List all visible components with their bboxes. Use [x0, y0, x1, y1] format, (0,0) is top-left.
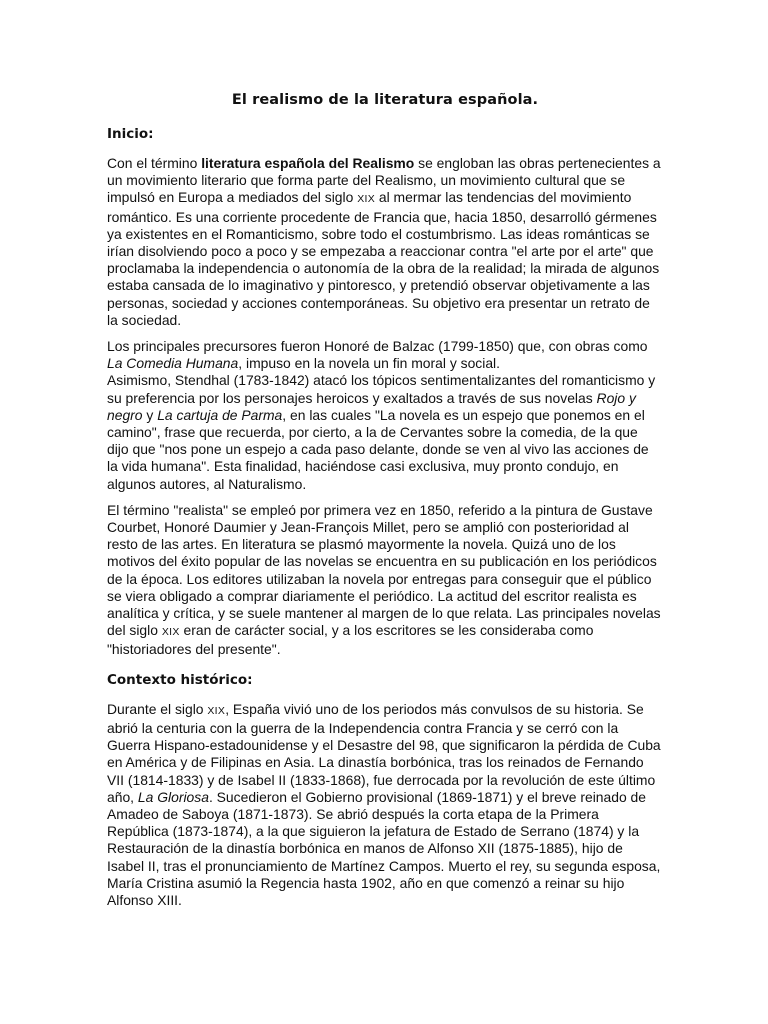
- text-run: se engloban las obras pertenecientes a un movimiento literario que forma parte del Realismo, un movimiento cultural que se impulsó en Europa a mediados del siglo: [107, 155, 661, 206]
- document-title: El realismo de la literatura española.: [231, 92, 539, 108]
- work-title: Rojo y negro: [107, 389, 636, 423]
- work-title: La cartuja de Parma: [157, 406, 283, 423]
- century-numeral: XIX: [357, 193, 376, 206]
- paragraph: [107, 155, 663, 329]
- century-numeral: XIX: [207, 704, 226, 717]
- text-run: Durante el siglo: [107, 700, 208, 717]
- text-run: al mermar las tendencias del movimiento romántico. Es una corriente procedente de Francia que, hacia 1850, desarrolló gérmenes ya existentes en el Romanticismo, sobre todo el costumbrismo. Las ideas románticas se irían disolviendo poco a poco y se empezaba a reaccionar contra "el arte por el arte" que proclamaba la independencia o autonomía de la obra de la realidad; la mirada de algunos estaba cansada de lo imaginativo y pintoresco, y pretendió observar objetivamente a las personas, sociedad y acciones contemporáneas. Su objetivo era presentar un retrato de la sociedad.: [107, 189, 660, 328]
- paragraph: [107, 338, 663, 493]
- text-run: . Sucedieron el Gobierno provisional (1869-1871) y el breve reinado de Amadeo de Saboya (1871-1873). Se abrió después la corta etapa de la Primera República (1873-1874), a la que siguieron la jefatura de Estado de Serrano (1874) y la Restauración de la dinastía borbónica en manos de Alfonso XII (1875-1885), hijo de Isabel II, tras el pronunciamiento de Martínez Campos. Muerto el rey, su segunda esposa, María Cristina asumió la Regencia hasta 1902, año en que comenzó a reinar su hijo Alfonso XIII.: [107, 788, 661, 908]
- section-inicio: [107, 126, 663, 659]
- text-run: Los principales precursores fueron Honoré de Balzac (1799-1850) que, con obras como: [107, 338, 648, 355]
- text-run: , en las cuales "La novela es un espejo que ponemos en el camino", frase que recuerda, por cierto, a la de Cervantes sobre la comedia, de la que dijo que "nos pone un espejo a cada paso delante, donde se ven al vivo las acciones de la vida humana". Esta finalidad, haciéndose casi exclusiva, muy pronto condujo, en algunos autores, al Naturalismo.: [107, 406, 649, 492]
- work-title: La Gloriosa: [137, 788, 209, 805]
- bold-term: literatura española del Realismo: [201, 155, 415, 171]
- document-page: [107, 92, 663, 918]
- text-run: , impuso en la novela un fin moral y social.: [238, 355, 501, 372]
- century-numeral: XIX: [161, 626, 180, 639]
- text-run: Asimismo, Stendhal (1783-1842) atacó los tópicos sentimentalizantes del romanticismo y su preferencia por los personajes heroicos y exaltados a través de sus novelas: [107, 372, 656, 406]
- text-run: , España vivió uno de los periodos más convulsos de su historia. Se abrió la centuria con la guerra de la Independencia contra Francia y se cerró con la Guerra Hispano-estadounidense y el Desastre del 98, que significaron la pérdida de Cuba en América y de Filipinas en Asia. La dinastía borbónica, tras los reinados de Fernando VII (1814-1833) y de Isabel II (1833-1868), fue derrocada por la revolución de este último año,: [107, 700, 661, 805]
- section-heading-contexto-historico: Contexto histórico:: [107, 671, 253, 688]
- section-contexto-historico: [107, 672, 663, 909]
- paragraph: [107, 701, 663, 909]
- section-heading-inicio: Inicio:: [107, 126, 154, 142]
- paragraph: [107, 502, 663, 659]
- text-run: eran de carácter social, y a los escritores se les consideraba como "historiadores del presente".: [107, 622, 594, 658]
- text-run: Con el término: [107, 155, 202, 171]
- work-title: La Comedia Humana: [107, 355, 239, 372]
- text-run: El término "realista" se empleó por primera vez en 1850, referido a la pintura de Gustave Courbet, Honoré Daumier y Jean-François Millet, pero se amplió con posterioridad al resto de las artes. En literatura se plasmó mayormente la novela. Quizá uno de los motivos del éxito popular de las novelas se encuentra en su publicación en los periódicos de la época. Los editores utilizaban la novela por entregas para conseguir que el público se viera obligado a comprar diariamente el periódico. La actitud del escritor realista es analítica y crítica, y se suele mantener al margen de lo que relata. Las principales novelas del siglo: [107, 501, 661, 639]
- text-run: y: [142, 406, 158, 423]
